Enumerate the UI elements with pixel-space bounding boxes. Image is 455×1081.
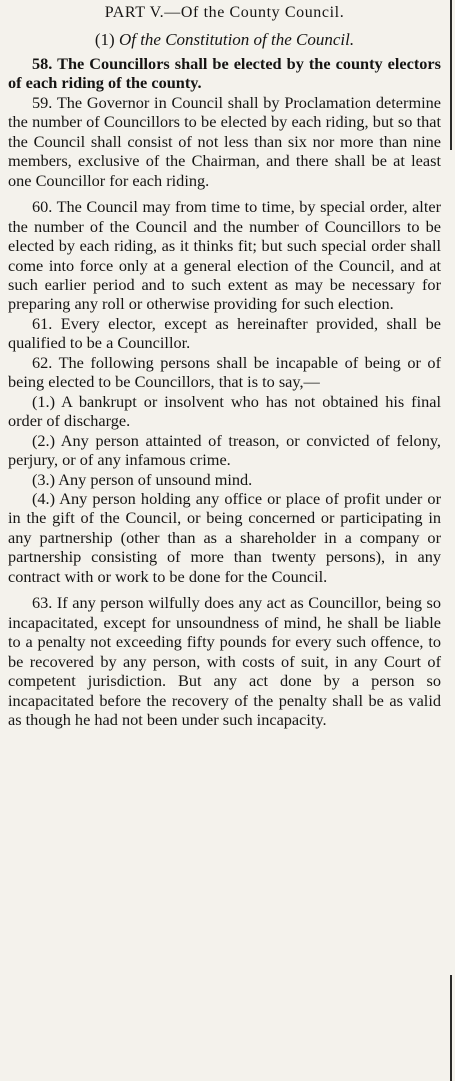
- division-number: (1): [94, 30, 115, 49]
- section-58: 58. The Councillors shall be elected by the county electors of each riding of the county.: [8, 54, 441, 93]
- section-62: 62. The following persons shall be incapable of being or of being elected to be Councillors, that is to say,—: [8, 352, 441, 392]
- column-rule-bottom: [450, 975, 452, 1081]
- section-61: 61. Every elector, except as hereinafter provided, shall be qualified to be a Councillor.: [8, 313, 441, 353]
- division-title: Of the Constitution of the Council.: [118, 30, 355, 49]
- section-62-item-3: (3.) Any person of unsound mind.: [32, 469, 253, 489]
- section-60: 60. The Council may from time to time, by special order, alter the number of the Council and the number of Councillors to be elected by each riding, as it thinks fit; but such special order shall come into force only at a general election of the Council, and at such earlier period and to such extent as may be necessary for preparing any roll or otherwise providing for such election.: [8, 197, 441, 314]
- section-62-item-1: (1.) A bankrupt or insolvent who has not obtained his final order of discharge.: [8, 391, 441, 431]
- section-62-item-4: (4.) Any person holding any office or place of profit under or in the gift of the Council, or being concerned or participating in any partnership (other than as a shareholder in a company or partnership consisting of more than twenty persons), in any contract with or work to be done for the Council.: [8, 488, 441, 586]
- part-heading: PART V.—Of the County Council.: [104, 4, 345, 21]
- section-59: 59. The Governor in Council shall by Proclamation determine the number of Councillors to be elected by each riding, but so that the Council shall consist of not less than six nor more than nine members, exclusive of the Chairman, and there shall be at least one Councillor for each riding.: [8, 92, 441, 190]
- section-62-item-2: (2.) Any person attainted of treason, or convicted of felony, perjury, or of any infamous crime.: [8, 430, 441, 470]
- division-heading: [8, 28, 441, 54]
- column-rule-top: [450, 0, 452, 150]
- section-63: 63. If any person wilfully does any act as Councillor, being so incapacitated, except for unsoundness of mind, he shall be liable to a penalty not exceeding fifty pounds for every such offence, to be recovered by any person, with costs of suit, in any Court of competent jurisdiction. But any act done by a person so incapacitated before the recovery of the penalty shall be as valid as though he had not been under such incapacity.: [8, 593, 441, 729]
